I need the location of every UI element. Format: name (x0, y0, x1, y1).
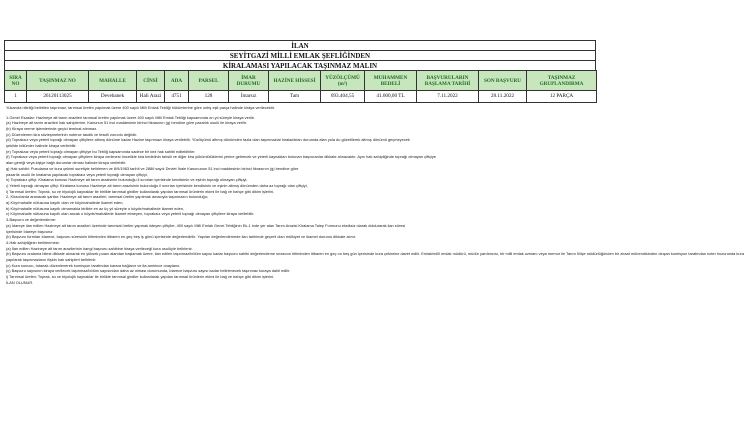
body-paragraph: (a) İdareye ilan edilen Hazineye ait tarım arazileri üzerinde tarımsal üretim yapmak isteyen çiftçiler, 400 sayılı Milli Emlak Genel Tebliğinin Ek-1 inde yer alan Tarım Arazisi Kiralama Talep Formunu eksiksiz olarak doldurarak ilan süresi (6, 222, 406, 228)
table-cell: Tam (269, 91, 321, 103)
table-cell: 4751 (165, 91, 189, 103)
body-paragraph: h) Toprakaız çiftçi: Kiralama konusu Hazineye ait tarım arazisinin bulunduğu il sınırları içerisinde kendisinin ve eşinin toprağı olmayan çiftçiyi, (6, 177, 248, 183)
body-paragraph: b) Köy/mahalle nüfusuna kayıtlı olmamakla birlikte en az üç yıl süreyle o köyde/mahallede ikamet eden, (6, 205, 184, 211)
body-paragraph: (c) Düzenlenen kira sözleşmelerinin noterce tasdik ve tescili zorunlu değildir. (6, 131, 138, 137)
column-header: MAHALLE (89, 71, 137, 91)
column-header: MUHAMMEN BEDELİ (365, 71, 417, 91)
body-paragraph: (d) Topraksız veya yeterli toprağı olmayan çiftçilere altmış dönüme kadar Hazine taşınmazı kiraya verilebilir. Yüzölçümü altmış dönümden fazla olan taşınmazlar kiraladıkları durumda alan yola du gözetilerek altmış dönümü geçmeyecek (6, 137, 410, 143)
body-paragraph: pazarlık usulü ile kiralama yapılacak toprakaız veya yeterli toprağı olmayan çiftçiyi, (6, 171, 148, 177)
table-cell: 7.11.2022 (417, 91, 479, 103)
body-paragraph: i) Tarımsal üretim: Toprak, su ve biyolojik kaynaklar ile birlikte tarımsal girdiler kullanılarak yapılan tarımsal ürünlerin ekimi ile bağ ve bahçe gibi dikim işlerini. (6, 274, 275, 280)
body-paragraph: (ç) Başvuru sayısının kiraya verilecek taşınmaz/bölüm sayısından daha az olması durumunda, İdarece başvuru sayısı kadar belirlenecek taşınmaz kuraya dahil edilir. (6, 268, 291, 274)
body-paragraph: içerisinde İdareye başvurur. (6, 228, 54, 234)
body-paragraph: g) Hak sahibi: Pusulama ve kura çekimi suretiyle belirlenen ve 8/9/1983 tarihli ve 2886 sayılı Devlet İhale Kanununun 51 inci maddesinin birinci fıkrasının (g) bendine göre (6, 165, 299, 171)
table-row (5, 91, 597, 103)
table-cell: Hali Arazi (137, 91, 165, 103)
column-header: İMAR DURUMU (229, 71, 269, 91)
body-paragraph: alan gereği veya kişiye bağlı durumlar olması halinde kiraya verilebilir. (6, 160, 127, 166)
body-paragraph: yapılarak taşınmazların ilişkin hak sahipleri belirlenir. (6, 257, 97, 263)
table-cell: 128 (189, 91, 229, 103)
column-header: TAŞINMAZ NO (27, 71, 89, 91)
table-cell: 41.600,00 TL (365, 91, 417, 103)
body-paragraph: c) Köy/mahalle nüfusuna kayıtlı olan ancak o köyde/mahallede ikamet etmeyen, toprakaız veya yeterli toprağı olmayan çiftçilere kiraya verilebilir. (6, 211, 255, 217)
column-header: PARSEL (189, 71, 229, 91)
body-paragraph: 4-Hak sahipliğinin belirlenmesi: (6, 239, 60, 245)
table-header-row (5, 71, 597, 91)
column-header: SON BAŞVURU (479, 71, 527, 91)
table-cell: İmarsız (229, 91, 269, 103)
body-paragraph: (a) Hazineye ait tarım arazileri hak sahiplerine, Kanunun 51 inci maddesinin birinci fıkrasının (g) bendine göre pazarlık usulü ile kiraya verilir. (6, 120, 247, 126)
body-paragraph: (b) Başvuru formları İdarece, başvuru süresinin bitiminden itibaren en geç beş iş günü içerisinde değerlendirilir. Yapılan değerlendirmede ilan tarihinde geçerli olan mülkiyet ve ikamet durumu dikkate alınır. (6, 234, 356, 240)
table-cell: 28.11.2022 (479, 91, 527, 103)
column-header: BAŞVURULARIN BAŞLAMA TARİHİ (417, 71, 479, 91)
property-table (4, 70, 597, 103)
column-header: CİNSİ (137, 71, 165, 91)
body-paragraph: (b) Kiraya verme işlemlerinde geçici teminat alınmaz. (6, 125, 98, 131)
body-paragraph: (c) Kura sonucu, tutanak düzenlenerek komisyon tarafından karara bağlanır ve ita amirince onaylanır. (6, 262, 181, 268)
column-header: HAZİNE HİSSESİ (269, 71, 321, 91)
body-paragraph: 1-Genel Esaslar: Hazineye ait tarım arazileri tarımsal üretim yapılmak üzere 400 sayılı Milli Emlak Tebliği kapsamında on yıl süreyle kiraya verilir. (6, 114, 255, 120)
table-cell: 1 (5, 91, 27, 103)
body-paragraph: (e) Toprakaız veya yeterli toprağı olmayan çiftçiye bu Tebliğ kapsamında sadece bir kez hak sahibi edilebilirler. (6, 148, 196, 154)
body-paragraph: (b) Başvuru oralama bitesi dikkate alınarak en yüksek puanı alandan başlamak üzere, ilan edilen taşınmaz/bölüm sayısı kadar başvuru sahibi değerlendirme sırasının bitiminden itibaren en geç on beş gün içerisinde kura çekimine davet edilir. Emlak/millî emlak müdürü, müdür yardımcısı, bir milli emlak uzmanı veya memur ile Tarım İl/ilçe müdürlüğünden bir ziraat mühendisinden oluşan komisyon tarafından noter huzurunda kura (6, 251, 744, 257)
table-cell: Devebanek (89, 91, 137, 103)
body-paragraph: i) Tarımsal üretim: Toprak, su ve biyolojik kaynaklar ile birlikte tarımsal girdiler kullanılarak yapılan tarımsal ürünlerin ekimi ile bağ ve bahçe gibi dikim işlerini, (6, 188, 275, 194)
column-header: ADA (165, 71, 189, 91)
table-cell: 693.404,55 (321, 91, 365, 103)
body-paragraph: şekilde bölümler halinde kiraya verilebilir. (6, 143, 77, 149)
column-header: TAŞINMAZ GRUPLANDIRMA (527, 71, 597, 91)
subject-title: KİRALAMASI YAPILACAK TAŞINMAZ MALIN (4, 60, 596, 70)
body-paragraph: Yukarıda niteliği belirtilen taşınmaz, tarımsal üretim yapılmak üzere 400 sayılı Milli Emlak Tebliği hükümlerine göre onbş eşit parça halinde kiraya verilecektir. (6, 105, 275, 110)
body-paragraph: a) Köy/mahalle nüfusuna kayıtlı olan ve köy/mahallede ikamet eden, (6, 200, 124, 206)
office-title: SEYİTGAZİ MİLLİ EMLAK ŞEFLİĞİNDEN (4, 50, 596, 60)
notice-body (6, 105, 744, 286)
body-paragraph: (a) İlan edilen Hazineye ait tarım arazilerinin hangi başvuru sahibine kiraya verileceği kura usulüyle belirlenir. (6, 245, 193, 251)
body-paragraph: ı) Yeterli toprağı olmayan çiftçi: Kiralama konusu Hazineye ait tarım arazisinin bulunduğu il sınırları içerisinde kendisinin ve eşinin altmış dönümden daha az toprağı olan çiftçiyi, (6, 182, 308, 188)
table-cell: 26120113025 (27, 91, 89, 103)
body-paragraph: (f) Toprakaız veya yeterli toprağı olmayan çiftçilere kiraya verilmesi öncelikle kira bedelinin tahsili ve diğer kira yükümlülüklerini yerine getirecek ve yeterli kaynakları bulunan başvuranlar dikkate alınacaktır. Aynı hak sahipliğinde toprağı olmayan çiftçiye (6, 154, 436, 160)
table-cell: 12 PARÇA (527, 91, 597, 103)
body-paragraph: 3-Başvuru ve değerlendirme: (6, 217, 56, 223)
body-paragraph: İLAN OLUNUR. (6, 279, 34, 285)
body-paragraph: 2- Kiracılarda aranacak şartlar: Hazineye ait tarım arazileri, tarımsal üretim yapılmak amacıyla taşınmazın bulunduğu; (6, 194, 208, 200)
column-header: YÜZÖLÇÜMÜ (m²) (321, 71, 365, 91)
column-header: SIRA NO (5, 71, 27, 91)
notice-title: İLAN (4, 40, 596, 50)
